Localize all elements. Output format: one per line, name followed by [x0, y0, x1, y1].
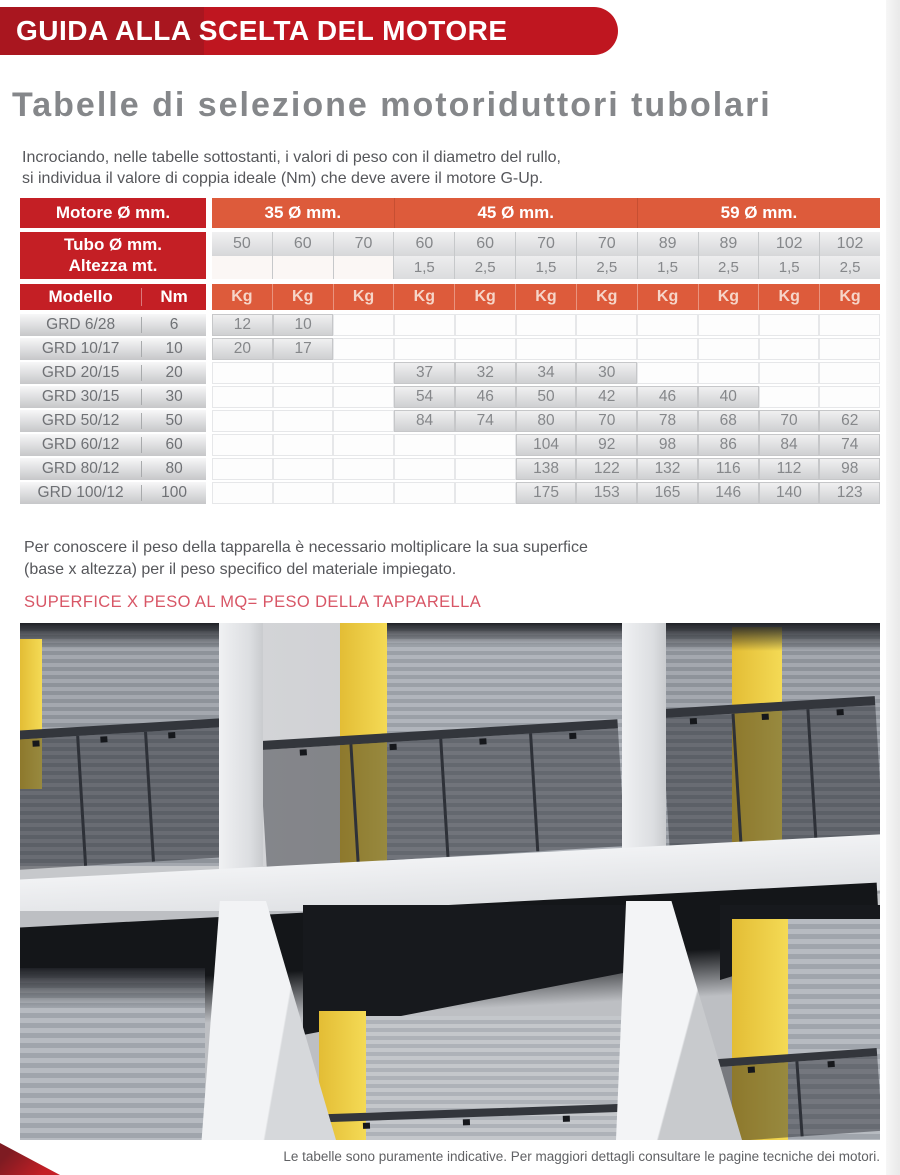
- model-torque: 80: [165, 460, 183, 477]
- height-value-cell: [272, 256, 333, 279]
- model-torque: 10: [165, 340, 183, 357]
- empty-cell: [637, 314, 698, 336]
- weight-cell: 74: [455, 410, 516, 432]
- tube-height-cells: [212, 232, 880, 279]
- table-row: [20, 410, 880, 432]
- weight-cell: 123: [819, 482, 880, 504]
- empty-cell: [333, 434, 394, 456]
- weight-note-line-2: (base x altezza) per il peso specifico del materiale impiegato.: [24, 561, 457, 578]
- weight-cell: 84: [759, 434, 820, 456]
- empty-cell: [333, 338, 394, 360]
- table-row: [20, 458, 880, 480]
- kg-header-cell: Kg: [333, 284, 394, 310]
- motor-group-label: 35 Ø mm.: [212, 198, 394, 228]
- weight-cell: 12: [212, 314, 273, 336]
- weight-cells: [212, 338, 880, 360]
- empty-cell: [212, 362, 273, 384]
- tube-value-cells: [212, 232, 880, 256]
- empty-cell: [273, 434, 334, 456]
- tube-value-cell: 70: [515, 232, 576, 256]
- empty-cell: [394, 314, 455, 336]
- empty-cell: [333, 410, 394, 432]
- section-banner: [0, 7, 618, 55]
- empty-cell: [759, 338, 820, 360]
- empty-cell: [333, 314, 394, 336]
- intro-paragraph: [22, 147, 561, 189]
- empty-cell: [394, 338, 455, 360]
- empty-cell: [759, 362, 820, 384]
- page-edge: [886, 0, 900, 1175]
- railing-bolt: [748, 1066, 755, 1072]
- concrete-pillar: [219, 623, 263, 869]
- section-banner-label: GUIDA ALLA SCELTA DEL MOTORE: [16, 15, 508, 46]
- shadow-overlay: [20, 968, 205, 1008]
- model-name: GRD 30/15: [41, 388, 120, 405]
- height-value-cell: 1,5: [515, 256, 576, 279]
- railing-bolt: [100, 736, 107, 742]
- weight-cell: 32: [455, 362, 516, 384]
- weight-cells: [212, 386, 880, 408]
- weight-cell: 34: [516, 362, 577, 384]
- height-value-cell: [333, 256, 394, 279]
- height-row-label: Altezza mt.: [68, 255, 158, 275]
- weight-cell: 98: [637, 434, 698, 456]
- weight-cell: 70: [759, 410, 820, 432]
- table-row: [20, 434, 880, 456]
- tube-value-cell: 60: [454, 232, 515, 256]
- weight-cell: 30: [576, 362, 637, 384]
- empty-cell: [212, 386, 273, 408]
- railing-bolt: [690, 718, 697, 724]
- kg-header-cell: Kg: [212, 284, 272, 310]
- tube-value-cell: 102: [819, 232, 880, 256]
- model-cell: [20, 314, 206, 336]
- empty-cell: [698, 314, 759, 336]
- building-photo: [20, 623, 880, 1140]
- weight-cell: 20: [212, 338, 273, 360]
- railing-bolt: [479, 738, 486, 744]
- weight-cell: 112: [759, 458, 820, 480]
- empty-cell: [333, 386, 394, 408]
- kg-header-cell: Kg: [515, 284, 576, 310]
- weight-cell: 46: [637, 386, 698, 408]
- railing-bolt: [300, 749, 307, 755]
- table-row: [20, 386, 880, 408]
- weight-cell: 37: [394, 362, 455, 384]
- height-value-cell: 2,5: [698, 256, 759, 279]
- empty-cell: [698, 362, 759, 384]
- weight-note: [24, 537, 588, 581]
- intro-line-2: si individua il valore di coppia ideale (Nm) che deve avere il motore G-Up.: [22, 170, 544, 187]
- model-cell: [20, 434, 206, 456]
- railing-bolt: [836, 709, 843, 715]
- tube-value-cell: 50: [212, 232, 272, 256]
- weight-cell: 50: [516, 386, 577, 408]
- empty-cell: [455, 482, 516, 504]
- model-header-cell: [20, 284, 206, 310]
- intro-line-1: Incrociando, nelle tabelle sottostanti, i valori di peso con il diametro del rullo,: [22, 149, 561, 166]
- kg-header-cell: Kg: [272, 284, 333, 310]
- balcony-railing: [20, 718, 230, 871]
- weight-cell: 84: [394, 410, 455, 432]
- empty-cell: [819, 314, 880, 336]
- weight-cells: [212, 314, 880, 336]
- model-cell: [20, 482, 206, 504]
- model-cell: [20, 458, 206, 480]
- tube-row-label: Tubo Ø mm.: [64, 235, 162, 255]
- railing-bolt: [463, 1119, 470, 1125]
- kg-header-cells: [212, 284, 880, 310]
- empty-cell: [333, 458, 394, 480]
- model-name: GRD 80/12: [41, 460, 120, 477]
- railing-bolt: [168, 732, 175, 738]
- empty-cell: [394, 458, 455, 480]
- model-name: GRD 6/28: [46, 316, 116, 333]
- motor-row-label: Motore Ø mm.: [20, 198, 206, 228]
- empty-cell: [516, 338, 577, 360]
- tube-height-label: [20, 232, 206, 279]
- kg-header-cell: Kg: [819, 284, 880, 310]
- empty-cell: [333, 362, 394, 384]
- balcony-railing: [259, 719, 625, 871]
- weight-formula: SUPERFICE X PESO AL MQ= PESO DELLA TAPPARELLA: [24, 593, 482, 611]
- weight-cell: 132: [637, 458, 698, 480]
- height-value-cell: 1,5: [758, 256, 819, 279]
- weight-cell: 46: [455, 386, 516, 408]
- model-name: GRD 100/12: [37, 484, 124, 501]
- empty-cell: [759, 386, 820, 408]
- empty-cell: [212, 458, 273, 480]
- empty-cell: [212, 434, 273, 456]
- footer-note: Le tabelle sono puramente indicative. Per maggiori dettagli consultare le pagine tecniche dei motori.: [283, 1149, 880, 1164]
- weight-cell: 42: [576, 386, 637, 408]
- weight-cells: [212, 434, 880, 456]
- empty-cell: [698, 338, 759, 360]
- weight-cell: 146: [698, 482, 759, 504]
- railing-bolt: [363, 1123, 370, 1129]
- tube-value-cell: 102: [758, 232, 819, 256]
- height-value-cells: [212, 256, 880, 279]
- model-torque: 20: [165, 364, 183, 381]
- model-name: GRD 10/17: [41, 340, 120, 357]
- model-name: GRD 20/15: [41, 364, 120, 381]
- railing-bolt: [569, 733, 576, 739]
- model-torque: 50: [165, 412, 183, 429]
- empty-cell: [455, 434, 516, 456]
- weight-cells: [212, 410, 880, 432]
- weight-cell: 116: [698, 458, 759, 480]
- empty-cell: [273, 386, 334, 408]
- concrete-pillar: [622, 623, 666, 869]
- weight-cell: 122: [576, 458, 637, 480]
- weight-cell: 86: [698, 434, 759, 456]
- weight-cell: 40: [698, 386, 759, 408]
- table-row: [20, 482, 880, 504]
- empty-cell: [273, 458, 334, 480]
- motor-group-cells: [212, 198, 880, 228]
- empty-cell: [759, 314, 820, 336]
- kg-header-cell: Kg: [576, 284, 637, 310]
- tube-value-cell: 70: [576, 232, 637, 256]
- height-value-cell: 2,5: [454, 256, 515, 279]
- motor-group-label: 59 Ø mm.: [637, 198, 880, 228]
- model-header-label: Modello: [48, 287, 113, 306]
- shadow-overlay: [20, 623, 219, 649]
- model-cell: [20, 338, 206, 360]
- kg-header-cell: Kg: [758, 284, 819, 310]
- kg-header-cell: Kg: [698, 284, 759, 310]
- balcony-railing: [717, 1048, 880, 1140]
- weight-cell: 80: [516, 410, 577, 432]
- model-name: GRD 50/12: [41, 412, 120, 429]
- empty-cell: [394, 482, 455, 504]
- railing-bolt: [32, 740, 39, 746]
- kg-header-cell: Kg: [637, 284, 698, 310]
- weight-cell: 165: [637, 482, 698, 504]
- weight-cell: 140: [759, 482, 820, 504]
- weight-cell: 17: [273, 338, 334, 360]
- empty-cell: [212, 410, 273, 432]
- empty-cell: [819, 362, 880, 384]
- weight-cell: 68: [698, 410, 759, 432]
- empty-cell: [637, 338, 698, 360]
- empty-cell: [333, 482, 394, 504]
- empty-cell: [819, 386, 880, 408]
- empty-cell: [576, 314, 637, 336]
- height-value-cell: 2,5: [819, 256, 880, 279]
- model-torque: 60: [165, 436, 183, 453]
- motor-group-label: 45 Ø mm.: [394, 198, 637, 228]
- empty-cell: [212, 482, 273, 504]
- weight-cell: 153: [576, 482, 637, 504]
- weight-note-line-1: Per conoscere il peso della tapparella è necessario moltiplicare la sua superfice: [24, 539, 588, 556]
- weight-cell: 138: [516, 458, 577, 480]
- empty-cell: [273, 410, 334, 432]
- table-body: [20, 314, 880, 504]
- model-torque: 100: [161, 484, 188, 501]
- weight-cell: 54: [394, 386, 455, 408]
- empty-cell: [455, 314, 516, 336]
- empty-cell: [273, 362, 334, 384]
- weight-cell: 175: [516, 482, 577, 504]
- tube-value-cell: 60: [393, 232, 454, 256]
- empty-cell: [516, 314, 577, 336]
- weight-cells: [212, 482, 880, 504]
- model-cell: [20, 362, 206, 384]
- empty-cell: [394, 434, 455, 456]
- railing-bolt: [762, 714, 769, 720]
- corner-ribbon: [0, 1143, 60, 1175]
- weight-cell: 62: [819, 410, 880, 432]
- empty-cell: [819, 338, 880, 360]
- model-torque: 30: [165, 388, 183, 405]
- railing-bolt: [827, 1061, 834, 1067]
- weight-cell: 78: [637, 410, 698, 432]
- tube-value-cell: 89: [637, 232, 698, 256]
- table-row: [20, 362, 880, 384]
- height-value-cell: 1,5: [393, 256, 454, 279]
- model-cell: [20, 410, 206, 432]
- railing-glass: [20, 727, 230, 870]
- height-value-cell: [212, 256, 272, 279]
- model-kg-header-row: [20, 284, 880, 310]
- tube-value-cell: 89: [698, 232, 759, 256]
- tube-height-row: [20, 232, 880, 279]
- model-cell: [20, 386, 206, 408]
- torque-header-label: Nm: [160, 287, 188, 306]
- model-torque: 6: [169, 316, 179, 333]
- model-name: GRD 60/12: [41, 436, 120, 453]
- railing-bolt: [563, 1116, 570, 1122]
- motor-selection-table: [20, 198, 880, 506]
- height-value-cell: 1,5: [637, 256, 698, 279]
- motor-diameter-row: [20, 198, 880, 228]
- weight-cell: 98: [819, 458, 880, 480]
- tube-value-cell: 60: [272, 232, 333, 256]
- weight-cell: 92: [576, 434, 637, 456]
- kg-header-cell: Kg: [454, 284, 515, 310]
- tube-value-cell: 70: [333, 232, 394, 256]
- height-value-cell: 2,5: [576, 256, 637, 279]
- weight-cell: 70: [576, 410, 637, 432]
- shadow-overlay: [387, 623, 622, 645]
- empty-cell: [455, 458, 516, 480]
- weight-cell: 74: [819, 434, 880, 456]
- table-row: [20, 338, 880, 360]
- table-row: [20, 314, 880, 336]
- empty-cell: [637, 362, 698, 384]
- empty-cell: [576, 338, 637, 360]
- shadow-overlay: [666, 623, 880, 651]
- empty-cell: [455, 338, 516, 360]
- kg-header-cell: Kg: [393, 284, 454, 310]
- weight-cell: 10: [273, 314, 334, 336]
- page-title: Tabelle di selezione motoriduttori tubolari: [12, 86, 772, 124]
- railing-bolt: [389, 744, 396, 750]
- weight-cells: [212, 362, 880, 384]
- weight-cells: [212, 458, 880, 480]
- empty-cell: [273, 482, 334, 504]
- weight-cell: 104: [516, 434, 577, 456]
